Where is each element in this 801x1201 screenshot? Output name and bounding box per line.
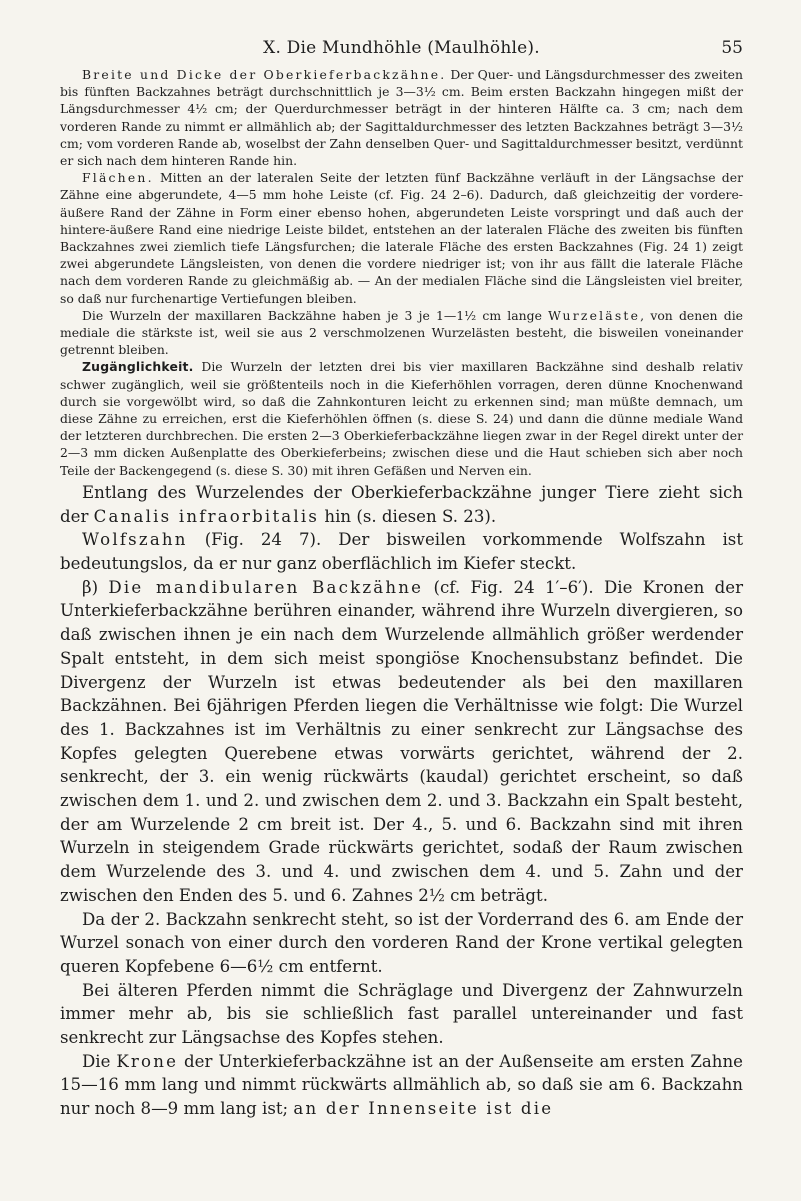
- run-text: Die Wurzeln der letzten drei bis vier maxillaren Backzähne sind deshalb relativ schwer zugänglich, weil sie größtenteils noch in die Kieferhöhlen vorragen, deren dünne Knochenwand durch sie vorgewölbt wird, so daß die Zahnkonturen leicht zu erkennen sind; man müßte demnach, um diese Zähne zu erreichen, erst die Kieferhöhlen öffnen (s. diese S. 24) und dann die dünne mediale Wand der letzteren durchbrechen. Die ersten 2—3 Oberkieferbackzähne liegen zwar in der Regel direkt unter der 2—3 mm dicken Außenplatte des Oberkieferbeins; zwischen diese und die Haut schieben sich aber noch Teile der Backengegend (s. diese S. 30) mit ihren Gefäßen und Nerven ein.: [60, 359, 743, 478]
- run-heading: Wolfszahn: [82, 530, 188, 550]
- run-text: Da der 2. Backzahn senkrecht steht, so ist der Vorderrand des 6. am Ende der Wurzel sonach von einer durch den vorderen Rand der Krone vertikal gelegten queren Kopfebene 6—6½ cm entfernt.: [60, 909, 743, 976]
- run-text: Entlang des Wurzelendes der Oberkieferbackzähne junger Tiere zieht sich der: [60, 482, 743, 526]
- page-number: 55: [721, 38, 743, 58]
- paragraph-vorderrand: [60, 908, 743, 979]
- run-text: , von denen die mediale die stärkste ist, weil sie aus 2 verschmolzenen Wurzelästen besteht, die bisweilen voneinander getrennt bleiben.: [60, 307, 743, 358]
- chapter-title: X. Die Mundhöhle (Maulhöhle).: [263, 38, 540, 58]
- run-spaced-term: an der Innenseite ist die: [293, 1099, 554, 1119]
- run-text: (cf. Fig. 24 1′–6′). Die Kronen der Unterkieferbackzähne berühren einander, während ihre Wurzeln divergieren, so daß zwischen ihnen je ein nach dem Wurzelende allmählich größer werdender Spalt entsteht, in dem sich meist spongiöse Knochensubstanz befindet. Die Divergenz der Wurzeln ist etwas bedeutender als bei den maxillaren Backzähnen. Bei 6jährigen Pferden liegen die Verhältnisse wie folgt: Die Wurzel des 1. Backzahnes ist im Verhältnis zu einer senkrecht zur Längsachse des Kopfes gelegten Querebene etwas vorwärts gerichtet, während der 2. senkrecht, der 3. ein wenig rückwärts (kaudal) gerichtet erscheint, so daß zwischen dem 1. und 2. und zwischen dem 2. und 3. Backzahn ein Spalt besteht, der am Wurzelende 2 cm breit ist. Der 4., 5. und 6. Backzahn sind mit ihren Wurzeln in steigendem Grade rückwärts gerichtet, sodaß der Raum zwischen dem Wurzelende des 3. und 4. und zwischen dem 4. und 5. Zahn und der zwischen den Enden des 5. und 6. Zahnes 2½ cm beträgt.: [60, 577, 743, 905]
- run-text: Die: [82, 1051, 117, 1071]
- run-text: der Unterkieferbackzähne ist an der Außenseite am ersten Zahne 15—16 mm lang und nimmt rückwärts allmählich ab, so daß sie am 6. Backzahn nur noch 8—9 mm lang ist;: [60, 1051, 743, 1119]
- run-heading: Die mandibularen Backzähne: [108, 577, 424, 597]
- run-spaced-term: Wurzeläste: [548, 307, 641, 323]
- run-heading: Breite und Dicke der Oberkieferbackzähne.: [82, 67, 447, 82]
- small-print-section: [60, 66, 743, 479]
- paragraph-mandibulare-backzaehne: [60, 576, 743, 908]
- run-text: Mitten an der lateralen Seite der letzten fünf Backzähne verläuft in der Längsachse der Zähne eine abgerundete, 4—5 mm hohe Leiste (cf. Fig. 24 2–6). Dadurch, daß gleichzeitig der vordere-äußere Rand der Zähne in Form einer ebenso hohen, abgerundeten Leiste vorspringt und daß auch der hintere-äußere Rand eine niedrige Leiste bildet, entstehen an der lateralen Fläche des zweiten bis fünften Backzahnes zwei ziemlich tiefe Längsfurchen; die laterale Fläche des ersten Backzahnes (Fig. 24 1) zeigt zwei abgerundete Längsleisten, von denen die vordere niedriger ist; von ihr aus fällt die laterale Fläche nach dem vorderen Rande zu gleichmäßig ab. — An der medialen Fläche sind die Längsleisten viel breiter, so daß nur furchenartige Vertiefungen bleiben.: [60, 170, 743, 306]
- paragraph-flaechen: [60, 169, 743, 307]
- run-text: β): [82, 577, 109, 597]
- paragraph-aeltere-pferde: [60, 979, 743, 1050]
- run-spaced-term: Krone: [116, 1051, 179, 1071]
- run-text: Bei älteren Pferden nimmt die Schräglage und Divergenz der Zahnwurzeln immer mehr ab, bis sie schließlich fast parallel untereinander und fast senkrecht zur Längsachse des Kopfes stehen.: [60, 980, 743, 1048]
- run-spaced-term: Canalis infraorbitalis: [93, 506, 320, 526]
- run-text: Der Quer- und Längsdurchmesser des zweiten bis fünften Backzahnes beträgt durchschnittlich je 3—3½ cm. Beim ersten Backzahn hingegen mißt der Längsdurchmesser 4½ cm; der Querdurchmesser beträgt in der hinteren Hälfte ca. 3 cm; nach dem vorderen Rande zu nimmt er allmählich ab; der Sagittaldurchmesser des letzten Backzahnes beträgt 3—3½ cm; vom vorderen Rande ab, woselbst der Zahn denselben Quer- und Sagittaldurchmesser besitzt, verdünnt er sich nach dem hinteren Rande hin.: [60, 67, 743, 169]
- paragraph-krone: [60, 1050, 743, 1121]
- run-heading: Flächen.: [82, 170, 154, 186]
- run-bold-heading: Zugänglichkeit.: [82, 359, 194, 375]
- paragraph-breite-dicke: [60, 66, 743, 169]
- paragraph-wurzelaeste: [60, 307, 743, 359]
- main-print-section: [60, 481, 743, 1121]
- paragraph-wolfszahn: [60, 528, 743, 575]
- paragraph-zugaenglichkeit: [60, 358, 743, 478]
- running-header: [60, 0, 743, 66]
- paragraph-canalis: [60, 481, 743, 528]
- run-text: Die Wurzeln der maxillaren Backzähne haben je 3 je 1—1½ cm lange: [82, 307, 549, 323]
- run-text: hin (s. diesen S. 23).: [319, 506, 497, 526]
- run-text: (Fig. 24 7). Der bisweilen vorkommende Wolfszahn ist bedeutungslos, da er nur ganz oberflächlich im Kiefer steckt.: [60, 530, 743, 573]
